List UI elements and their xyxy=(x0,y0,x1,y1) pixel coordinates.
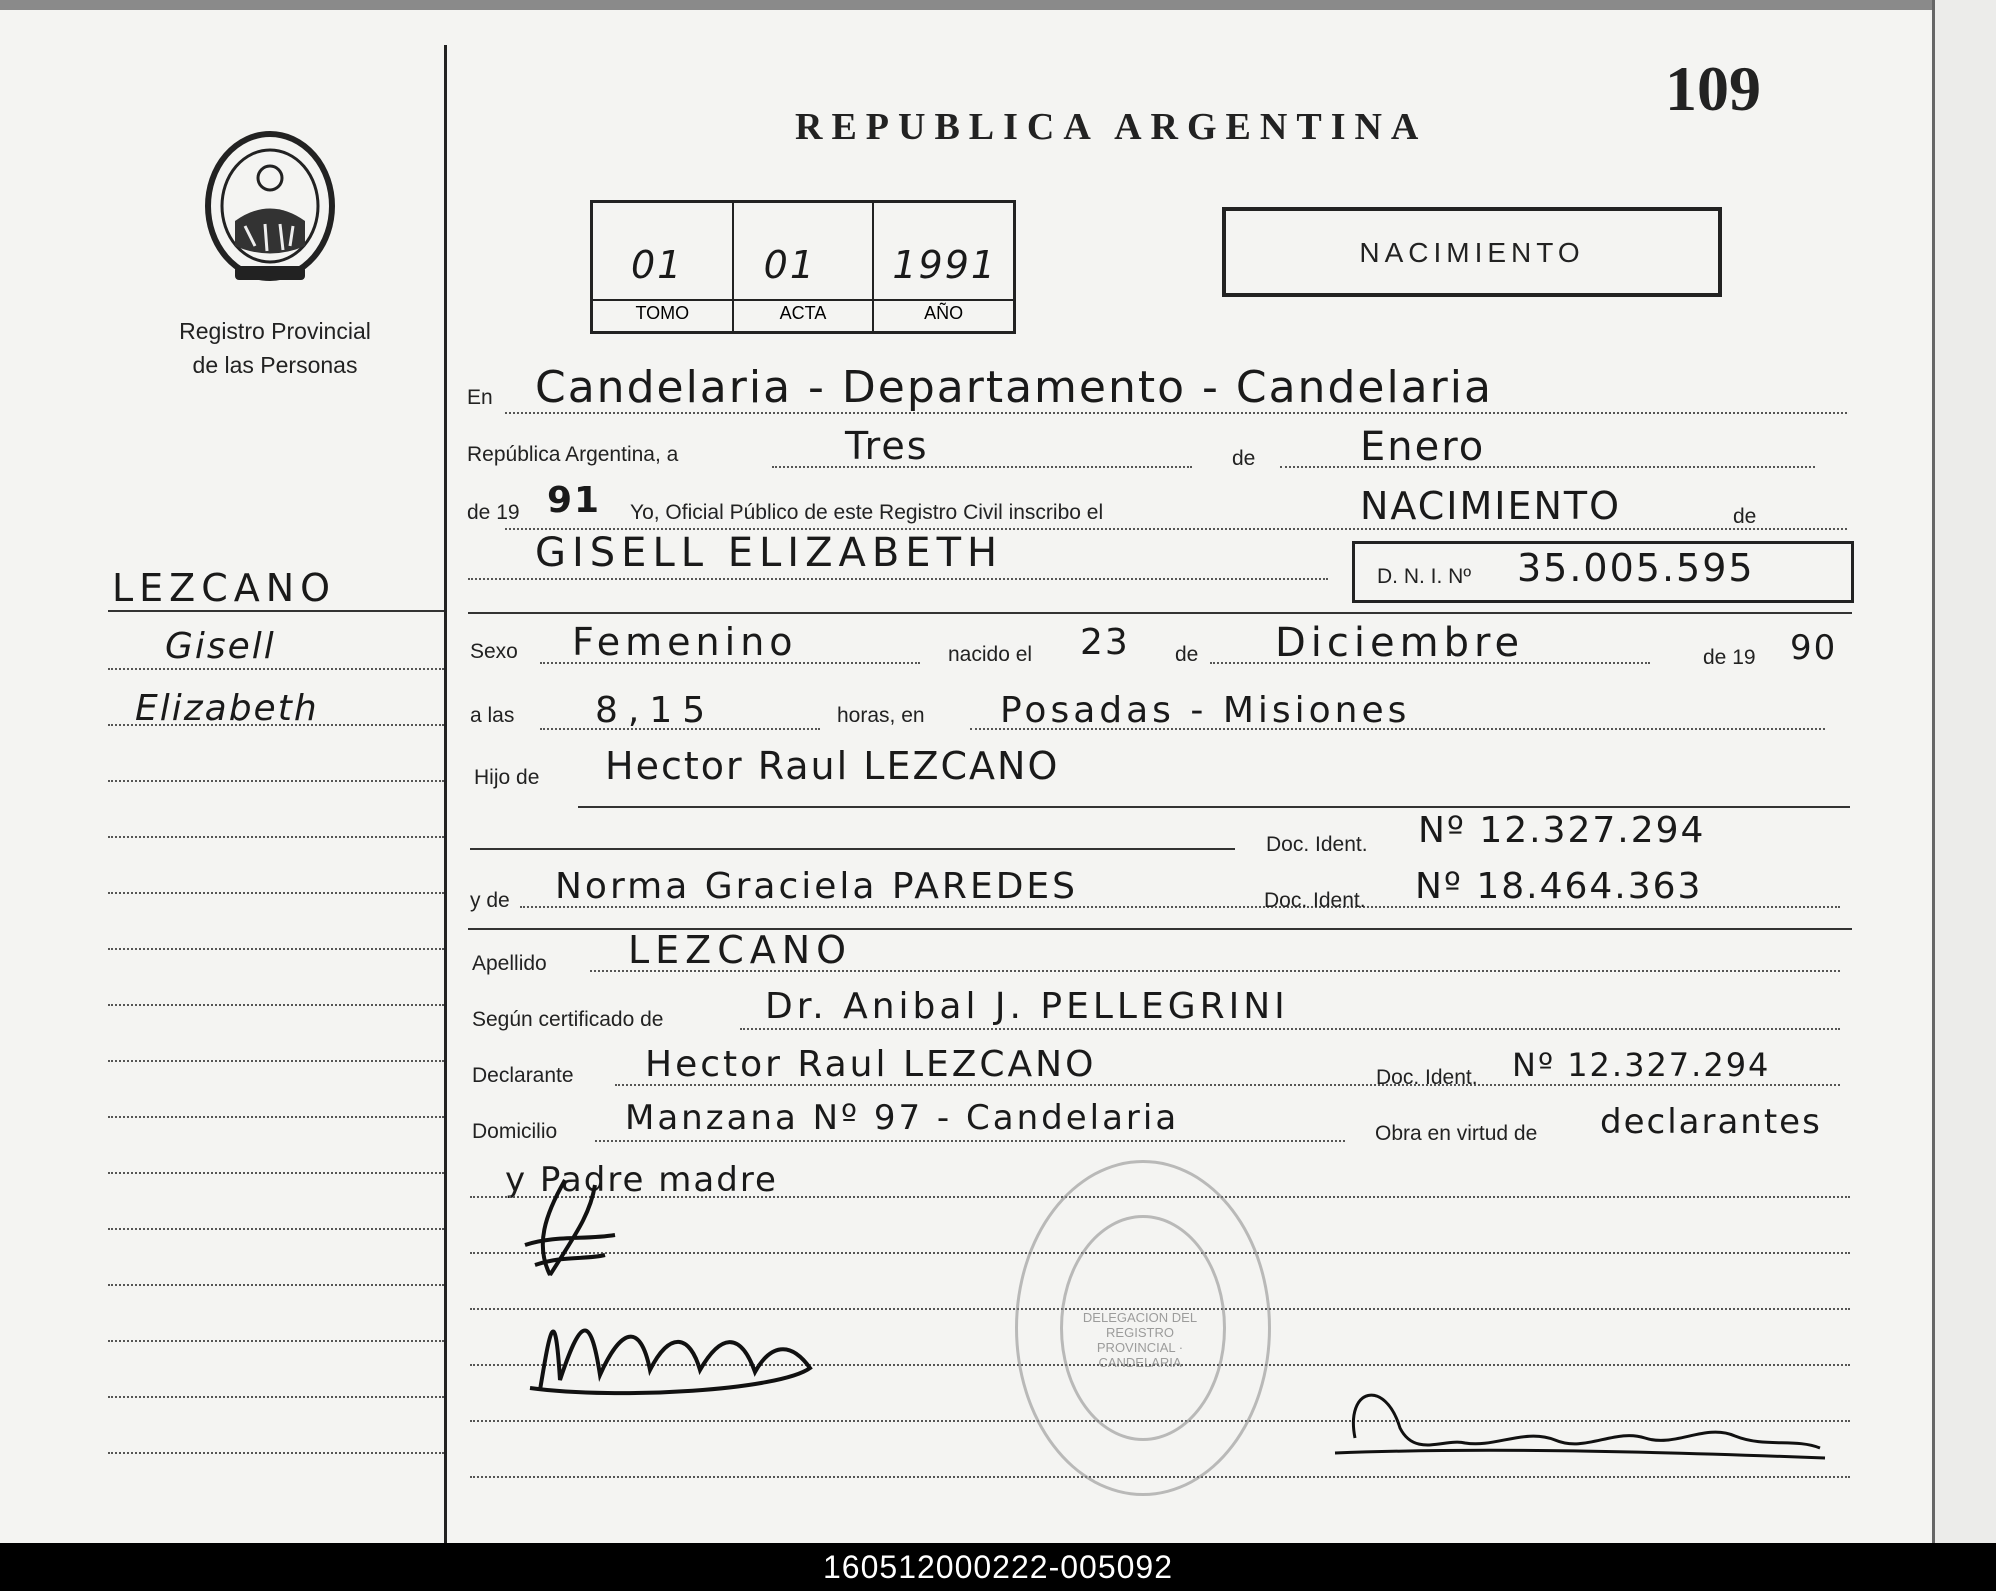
registry-seal xyxy=(1015,1160,1275,1500)
margin-ruled-line xyxy=(108,948,444,950)
row-declarant-line xyxy=(615,1084,1840,1086)
margin-ruled-line xyxy=(108,836,444,838)
row-sex-line xyxy=(540,662,920,664)
field-father: Hector Raul LEZCANO xyxy=(605,744,1060,788)
acta-label: ACTA xyxy=(734,299,873,324)
signature-mother xyxy=(505,1175,625,1285)
field-year-suffix: 91 xyxy=(547,480,602,521)
label-en: En xyxy=(467,386,493,409)
dni-box xyxy=(1352,541,1854,603)
row-surname-line xyxy=(590,970,1840,972)
country-title: REPUBLICA ARGENTINA xyxy=(795,106,1428,148)
row-father-line xyxy=(578,806,1850,808)
field-sex: Femenino xyxy=(572,620,798,664)
field-month: Enero xyxy=(1360,424,1486,470)
signature-declarant xyxy=(500,1290,840,1400)
field-birth-month: Diciembre xyxy=(1275,620,1525,666)
act-type-box: NACIMIENTO xyxy=(1222,207,1722,297)
field-continuation: y Padre madre xyxy=(505,1160,778,1200)
signature-officer xyxy=(1315,1368,1835,1478)
label-doc-ident-declarant: Doc. Ident. xyxy=(1376,1066,1478,1089)
folio-number: 109 xyxy=(1665,53,1761,124)
row-month-line xyxy=(1280,466,1815,468)
label-obra: Obra en virtud de xyxy=(1375,1122,1538,1145)
label-y-de: y de xyxy=(470,889,510,912)
margin-ruled-line xyxy=(108,1228,444,1230)
tomo-label: TOMO xyxy=(593,299,732,324)
margin-ruled-line xyxy=(108,1116,444,1118)
field-declarant-doc: Nº 12.327.294 xyxy=(1512,1046,1771,1084)
field-declarant: Hector Raul LEZCANO xyxy=(645,1044,1097,1085)
label-horas: horas, en xyxy=(837,704,925,727)
margin-line-1 xyxy=(108,610,444,612)
field-time: 8,15 xyxy=(595,690,716,731)
label-de-b: de xyxy=(1175,643,1199,666)
margin-ruled-line xyxy=(108,724,444,726)
label-segun: Según certificado de xyxy=(472,1008,664,1031)
label-doc-ident-father: Doc. Ident. xyxy=(1266,833,1368,856)
label-doc-ident-mother: Doc. Ident. xyxy=(1264,889,1366,912)
label-de-19-b: de 19 xyxy=(1703,646,1756,669)
row-place-line xyxy=(505,412,1847,414)
margin-surname: LEZCANO xyxy=(112,566,337,610)
tomo-value: 01 xyxy=(631,243,684,287)
field-address: Manzana Nº 97 - Candelaria xyxy=(625,1098,1180,1138)
registry-title xyxy=(140,314,410,382)
margin-ruled-line xyxy=(108,1060,444,1062)
acta-cell xyxy=(734,203,875,331)
anio-value: 1991 xyxy=(892,243,998,287)
row-certificate-line xyxy=(740,1028,1840,1030)
label-sexo: Sexo xyxy=(470,640,518,663)
label-de-end: de xyxy=(1733,505,1757,528)
field-birth-day: 23 xyxy=(1080,622,1130,663)
field-names: GISELL ELIZABETH xyxy=(535,530,1004,576)
row-father-cont-line xyxy=(470,848,1235,850)
tomo-cell xyxy=(593,203,734,331)
label-nacido: nacido el xyxy=(948,643,1033,666)
label-dni: D. N. I. Nº xyxy=(1377,565,1472,588)
row-day-line xyxy=(772,466,1192,468)
field-mother-doc: Nº 18.464.363 xyxy=(1415,866,1703,907)
margin-ruled-line xyxy=(108,780,444,782)
scan-top-edge xyxy=(0,0,1996,10)
barcode-number: 160512000222-005092 xyxy=(0,1543,1996,1591)
margin-name-2: Elizabeth xyxy=(135,688,319,729)
label-a-las: a las xyxy=(470,704,515,727)
label-de-month: de xyxy=(1232,447,1256,470)
row-address-line xyxy=(595,1140,1345,1142)
margin-ruled-line xyxy=(108,892,444,894)
register-box xyxy=(590,200,1016,334)
field-act: NACIMIENTO xyxy=(1360,484,1622,528)
label-yo: Yo, Oficial Público de este Registro Civil inscribo el xyxy=(630,501,1104,524)
field-dni: 35.005.595 xyxy=(1517,546,1755,590)
label-republica: República Argentina, a xyxy=(467,443,679,466)
row-time-line xyxy=(540,728,820,730)
label-declarante: Declarante xyxy=(472,1064,574,1087)
field-surname: LEZCANO xyxy=(628,928,853,972)
anio-label: AÑO xyxy=(874,299,1013,324)
column-divider xyxy=(444,45,447,1545)
field-birthplace: Posadas - Misiones xyxy=(1000,690,1411,731)
field-by-virtue: declarantes xyxy=(1600,1102,1822,1142)
label-domicilio: Domicilio xyxy=(472,1120,558,1143)
margin-ruled-line xyxy=(108,1396,444,1398)
field-day: Tres xyxy=(845,424,929,468)
row-names-rule xyxy=(468,612,1852,614)
provincial-emblem xyxy=(195,126,345,286)
field-certificate: Dr. Anibal J. PELLEGRINI xyxy=(765,986,1289,1027)
field-place: Candelaria - Departamento - Candelaria xyxy=(535,362,1493,413)
scan-right-edge xyxy=(1932,0,1996,1545)
anio-cell xyxy=(874,203,1013,331)
label-de-19-a: de 19 xyxy=(467,501,520,524)
registry-line-2: de las Personas xyxy=(192,352,358,378)
seal-text: DELEGACION DEL REGISTRO PROVINCIAL · CANDELARIA xyxy=(1082,1310,1198,1370)
margin-ruled-line xyxy=(108,1172,444,1174)
row-birthplace-line xyxy=(970,728,1825,730)
field-birth-year-suffix: 90 xyxy=(1790,628,1838,668)
margin-ruled-line xyxy=(108,1004,444,1006)
margin-ruled-line xyxy=(108,668,444,670)
registry-line-1: Registro Provincial xyxy=(179,318,371,344)
row-birth-line xyxy=(1210,662,1650,664)
margin-name-1: Gisell xyxy=(165,626,276,667)
label-apellido: Apellido xyxy=(472,952,547,975)
margin-ruled-line xyxy=(108,1452,444,1454)
row-names-line xyxy=(468,578,1328,580)
label-hijo: Hijo de xyxy=(474,766,540,789)
field-father-doc: Nº 12.327.294 xyxy=(1418,810,1706,851)
acta-value: 01 xyxy=(763,243,817,287)
margin-ruled-line xyxy=(108,1340,444,1342)
field-mother: Norma Graciela PAREDES xyxy=(555,866,1079,907)
margin-ruled-line xyxy=(108,1284,444,1286)
